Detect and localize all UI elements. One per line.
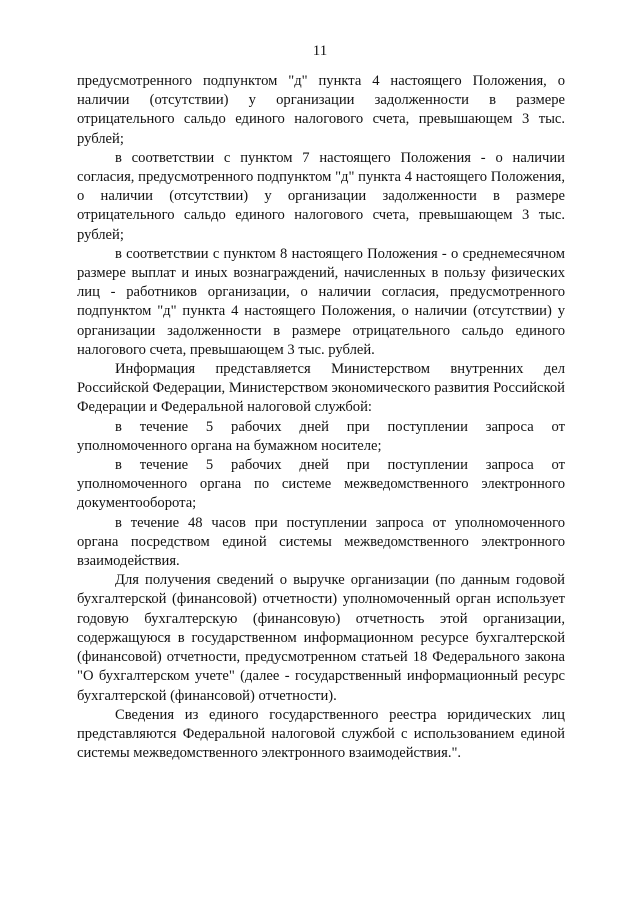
paragraph: Сведения из единого государственного реестра юридических лиц представляются Федеральной налоговой службой с использованием единой системы межведомственного электронного взаимодействия.".	[77, 706, 565, 762]
paragraph: в течение 5 рабочих дней при поступлении запроса от уполномоченного органа на бумажном носителе;	[77, 418, 565, 454]
paragraph: в течение 5 рабочих дней при поступлении запроса от уполномоченного органа по системе межведомственного электронного документооборота;	[77, 457, 565, 512]
page-number: 11	[312, 43, 328, 59]
paragraph: в течение 48 часов при поступлении запроса от уполномоченного органа посредством единой системы межведомственного электронного взаимодействия.	[77, 514, 565, 570]
paragraph: в соответствии с пунктом 7 настоящего Положения - о наличии согласия, предусмотренного подпунктом "д" пункта 4 настоящего Положения, о наличии (отсутствии) у организации задолженности в размере отрицательного сальдо единого налогового счета, превышающем 3 тыс. рублей;	[77, 149, 565, 243]
paragraph: Информация представляется Министерством внутренних дел Российской Федерации, Министерством экономического развития Российской Федерации и Федеральной налоговой службой:	[77, 361, 565, 416]
document-body	[77, 72, 565, 763]
paragraph: предусмотренного подпунктом "д" пункта 4 настоящего Положения, о наличии (отсутствии) у организации задолженности в размере отрицательного сальдо единого налогового счета, превышающем 3 тыс. рублей;	[77, 73, 565, 147]
paragraph: в соответствии с пунктом 8 настоящего Положения - о среднемесячном размере выплат и иных вознаграждений, начисленных в пользу физических лиц - работников организации, о наличии согласия, предусмотренного подпунктом "д" пункта 4 настоящего Положения, о наличии (отсутствии) у организации задолженности в размере отрицательного сальдо единого налогового счета, превышающем 3 тыс. рублей.	[77, 245, 565, 358]
paragraph: Для получения сведений о выручке организации (по данным годовой бухгалтерской (финансовой) отчетности) уполномоченный орган использует годовую бухгалтерскую (финансовую) отчетность этой организации, содержащуюся в государственном информационном ресурсе бухгалтерской (финансовой) отчетности, предусмотренном статьей 18 Федерального закона "О бухгалтерском учете" (далее - государственный информационный ресурс бухгалтерской (финансовой) отчетности).	[77, 572, 565, 704]
